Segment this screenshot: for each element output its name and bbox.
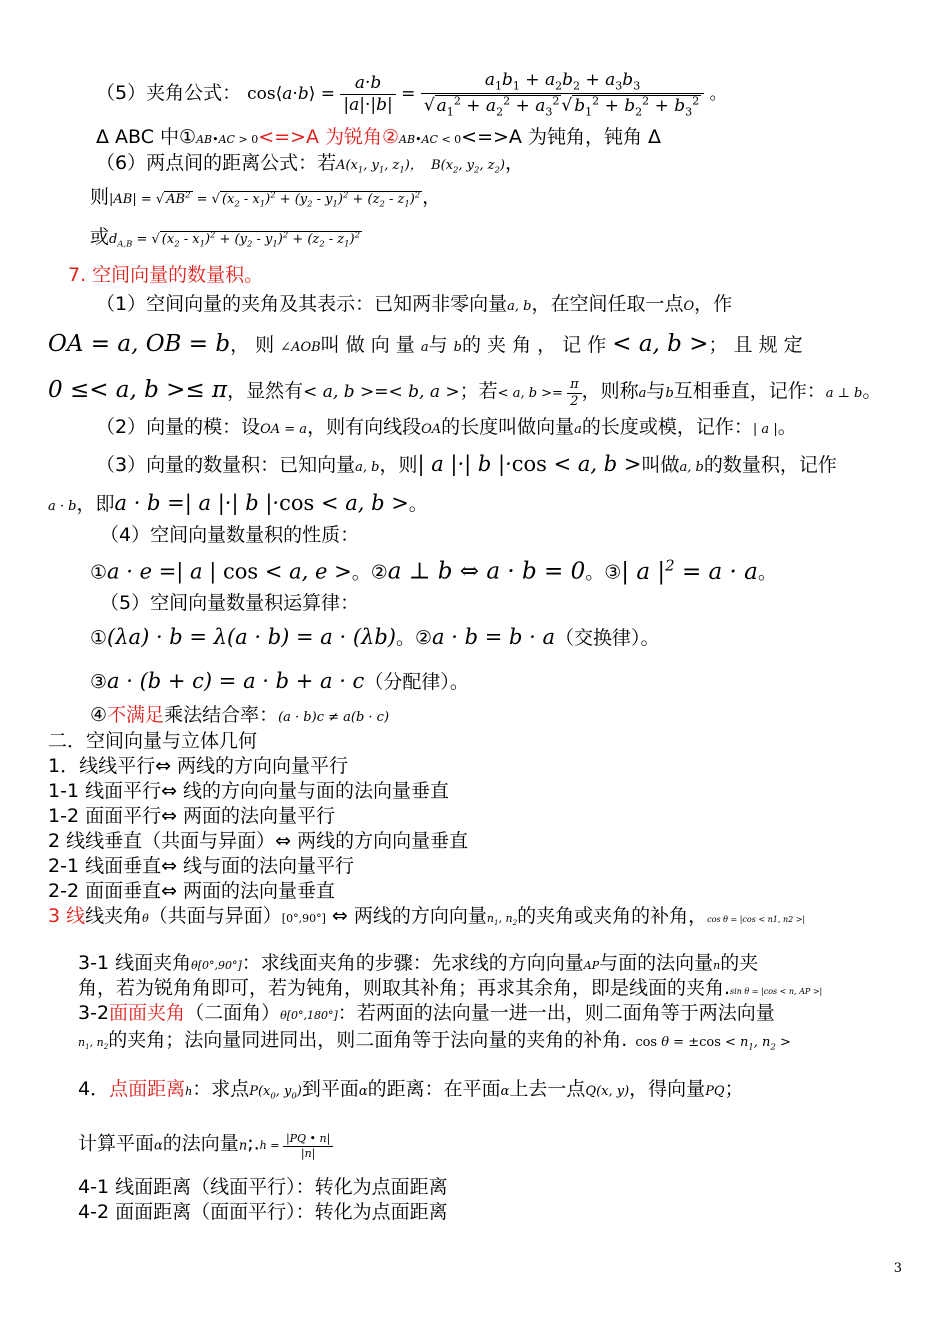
math-b: b [453, 340, 462, 355]
red-text-segment: 3 线 [48, 905, 86, 927]
rule-4-cont [78, 1132, 333, 1161]
rule-2-2 [48, 880, 335, 904]
math-h: h [185, 1085, 193, 1098]
text-segment: ，作 [694, 293, 733, 315]
vector-modulus-line: （2）向量的模：设OA = a，则有向线段OA的长度叫做向量a的长度或模，记作：| a |。 [96, 416, 797, 438]
math-angle-ab: < a, b > [612, 331, 709, 357]
math-prop-2: a ⊥ b ⇔ a · b = 0 [387, 558, 586, 585]
rule-3-1-cont [78, 977, 822, 1001]
math-ap: AP [583, 959, 600, 972]
math-o: O [683, 299, 695, 314]
text-segment: ：求点 [192, 1078, 250, 1100]
math-alpha: α [358, 1084, 368, 1099]
rule-3-2 [78, 1002, 775, 1026]
math-h-formula: h = $\frac{|PQ • n|}{|n|}$ [260, 1139, 334, 1152]
math-point-q: Q(x, y) [585, 1084, 630, 1099]
angle-formula-line [96, 70, 727, 119]
rule-4-1 [78, 1176, 448, 1200]
math-law-2: a · b = b · a [432, 625, 555, 649]
red-text-segment: 面面夹角 [109, 1002, 186, 1024]
text-segment: 角，若为锐角角即可，若为钝角，则取其补角；再求其余角，即是线面的夹角. [78, 977, 731, 999]
text-segment: ，则称 [581, 380, 639, 402]
text-segment: 2 线线垂直（共面与异面）⇔ 两线的方向向量垂直 [48, 830, 469, 852]
page-number: 3 [893, 1261, 902, 1276]
text-segment: （5）空间向量数量积运算律： [100, 592, 360, 614]
text-segment: （交换律）。 [554, 627, 660, 649]
math-a: a [638, 386, 647, 401]
text-segment: 3-2 [78, 1002, 110, 1024]
text-segment: ，则 [379, 454, 418, 476]
triangle-angle-line [96, 126, 661, 150]
math-a: a [574, 422, 582, 437]
text-segment: （分配律）。 [364, 671, 469, 693]
text-segment: （3）向量的数量积：已知向量 [96, 454, 356, 476]
math-law-1: (λa) · b = λ(a · b) = a · (λb) [107, 625, 396, 649]
properties-heading [100, 524, 359, 548]
text-segment: 乘法结合率： [164, 704, 279, 726]
distance-formula-d [90, 226, 362, 250]
text-segment: 则 [90, 186, 110, 208]
text-segment: ， 则 [230, 334, 275, 356]
text-segment: 1-2 面面平行⇔ 两面的法向量平行 [48, 805, 336, 827]
red-text-segment: 不满足 [107, 704, 165, 726]
text-segment: 的夹角或夹角的补角， [517, 905, 708, 927]
math-oa: OA [421, 422, 442, 437]
text-segment: 与 [646, 380, 666, 402]
rule-1-2 [48, 805, 335, 829]
angle-formula-math: cos⟨a·b⟩ = $\frac{a\cdot b}{|a|\cdot|b|}$ = $\frac{a_1b_1 + a_2b_2 + a_3b_3}{√ a_1^2 + a_2^2 + a_3^2 √ b_1^2 + b_2^2 + b_3^2}$ 。 [247, 70, 727, 119]
math-n: n [238, 1138, 248, 1154]
math-pq: PQ [705, 1084, 725, 1099]
math-sin: sin θ = |cos < n, AP >| [730, 987, 823, 996]
text-segment: ，得向量 [629, 1078, 706, 1100]
text-segment: （2）向量的模：设 [96, 416, 261, 438]
math-distance-d: $d_{A,B}$ = √ $(x_2 - x_1)^2 + (y_2 - y_1)^2 + (z_2 - z_1)^2$ [109, 229, 360, 249]
text-segment: 4． [78, 1078, 110, 1100]
text-segment: 叫做 [641, 454, 680, 476]
math-point-p: $P(x_0$, $y_0$) [249, 1084, 302, 1101]
math-right-angle: < a, b >= $\frac{\pi}{2}$ [498, 386, 582, 401]
text-segment: ；若 [459, 380, 498, 402]
math-theta-range: θ[0°,90°] [191, 959, 242, 972]
rule-4-2 [78, 1201, 448, 1225]
text-segment: ，在空间任取一点 [531, 293, 684, 315]
rule-3: 3 线线夹角θ（共面与异面）[0°,90°] ⇔ 两线的方向向量$n_1$, $n_2$的夹角或夹角的补角，cos θ = |cos < n1, n2 >| [48, 905, 806, 928]
text-segment: ； [724, 1078, 744, 1100]
text-segment: 上去一点 [509, 1078, 586, 1100]
math-law-3: a · (b + c) = a · b + a · c [107, 669, 365, 693]
math-cos-pm: $\cos \theta = \pm\cos < n_1$, $n_2$ > [635, 1035, 791, 1052]
rule-3-1 [78, 952, 758, 976]
math-n1-n2: $n_1$, $n_2$ [486, 912, 518, 928]
math-cos-abs: cos θ = |cos < n1, n2 >| [707, 915, 806, 924]
math-dot-product: | a |·| b |·cos < a, b > [417, 452, 642, 476]
text-segment: ：求线面夹角的步骤：先求线的方向向量 [241, 952, 584, 974]
text-segment: 的长度叫做向量 [441, 416, 575, 438]
section-2-title: 二．空间向量与立体几何 [48, 730, 258, 752]
rule-3-2-cont [78, 1029, 791, 1053]
text-segment: 的数量积，记作 [703, 454, 837, 476]
text-segment: （共面与异面） [148, 905, 282, 927]
math-abs-a: | a | [752, 422, 778, 437]
math-ab-ac-neg: AB•AC < 0 [399, 133, 462, 146]
text-segment: 计算平面 [78, 1132, 155, 1155]
text-segment: 互相垂直，记作： [673, 380, 826, 402]
text-segment: 到平面 [301, 1078, 359, 1100]
text-segment: 线夹角 [85, 905, 143, 927]
math-alpha: α [154, 1138, 163, 1154]
rule-2 [48, 830, 468, 854]
math-perp: a ⊥ b [825, 386, 863, 401]
text-segment: 4-2 面面距离（面面平行）：转化为点面距离 [78, 1201, 448, 1223]
text-segment: 的夹 [720, 952, 759, 974]
angle-formula-label: （5）夹角公式： [96, 82, 242, 105]
math-ab: a, b [507, 299, 532, 314]
text-segment: ④ [90, 704, 108, 726]
math-a-dot-b: a · b [48, 499, 77, 514]
math-n1-n2: $n_1$, $n_2$ [78, 1036, 109, 1052]
section-7-title: 7. 空间向量的数量积。 [68, 264, 264, 286]
text-segment: 的距离：在平面 [367, 1078, 501, 1100]
rule-2-1 [48, 855, 354, 879]
text-segment: 与 [428, 334, 448, 356]
section-7-heading [68, 264, 263, 288]
text-segment: 与面的法向量 [599, 952, 714, 974]
laws-line-1: ①(λa) · b = λ(a · b) = a · (λb)。②a · b = b · a（交换律）。 [90, 625, 660, 649]
text-segment: 2-1 线面垂直⇔ 线与面的法向量平行 [48, 855, 355, 877]
text-segment: 叫 做 向 量 [320, 334, 415, 356]
section-2-heading [48, 730, 257, 754]
rule-4 [78, 1078, 744, 1102]
math-a: a [420, 340, 429, 355]
math-b: b [665, 386, 674, 401]
math-angle-aob: ∠AOB [280, 340, 321, 355]
laws-line-3 [90, 704, 389, 728]
math-angle-symmetry: < a, b >=< b, a > [303, 382, 460, 402]
text-segment: ，则有向线段 [307, 416, 422, 438]
rule-1-1 [48, 780, 449, 804]
math-ab-ac-pos: AB•AC > 0 [196, 133, 259, 146]
math-angle-range: 0 ≤< a, b >≤ π [48, 377, 228, 403]
laws-line-2: ③a · (b + c) = a · b + a · c（分配律）。 [90, 669, 469, 693]
math-prop-3: | a $|^2 = a \cdot a$ [621, 556, 758, 585]
angle-definition-line [96, 293, 732, 317]
math-oa-eq-a: OA = a [260, 422, 308, 437]
math-dot-product-def: a · b =| a |·| b |·cos < a, b > [114, 491, 409, 515]
text-segment: 或 [90, 226, 110, 248]
red-text-segment: 点面距离 [109, 1078, 186, 1100]
text-segment: 2-2 面面垂直⇔ 两面的法向量垂直 [48, 880, 336, 902]
properties-line: ①a · e =| a | cos < a, e >。②a ⊥ b ⇔ a · b = 0。③| a $|^2 = a \cdot a$。 [90, 556, 777, 585]
angle-notation-line [48, 330, 803, 359]
text-segment: ：若两面的法向量一进一出，则二面角等于两法向量 [337, 1002, 775, 1024]
text-segment: ;. [247, 1132, 260, 1155]
text-segment: Δ ABC 中① [96, 126, 197, 148]
text-segment: 4-1 线面距离（线面平行）：转化为点面距离 [78, 1176, 448, 1198]
math-ab: a, b [355, 460, 380, 475]
text-segment: ，即 [76, 493, 115, 515]
text-segment: （4）空间向量数量积的性质： [100, 524, 360, 546]
text-segment: 1．线线平行⇔ 两线的方向向量平行 [48, 755, 349, 777]
laws-heading [100, 592, 359, 616]
math-oa-ob: OA = a, OB = b [48, 331, 231, 357]
text-segment: 的夹角；法向量同进同出，则二面角等于法向量的夹角的补角. [108, 1029, 628, 1051]
text-segment: 的法向量 [162, 1132, 239, 1155]
text-segment: （6）两点间的距离公式：若 [96, 152, 337, 174]
text-segment: 的 夹 角 ， 记 作 [462, 334, 607, 356]
math-ab: a, b [679, 460, 704, 475]
text-segment: <=>A 为钝角，钝角 Δ [461, 126, 662, 148]
math-prop-1: a · e =| a | cos < a, e > [107, 559, 352, 584]
text-segment: 两线的方向向量 [353, 905, 487, 927]
text-segment: ，显然有 [227, 380, 304, 402]
dot-product-line [96, 451, 837, 478]
text-segment: 3-1 线面夹角 [78, 952, 192, 974]
math-theta-range-180: θ[0°,180°] [280, 1009, 338, 1022]
text-segment: （二面角） [185, 1002, 281, 1024]
math-points: $A(x_1$, $y_1$, $z_1$)， $B(x_2$, $y_2$, $z_2$) [336, 158, 505, 175]
math-range-0-90: [0°,90°] [281, 912, 326, 925]
math-distance-ab: |AB| = √ $AB^2$ = √ $(x_2 - x_1)^2 + (y_2 - y_1)^2 + (z_2 - z_1)^2$ [109, 189, 421, 209]
text-segment: ； 且 规 定 [708, 334, 803, 356]
angle-range-line: 0 ≤< a, b >≤ π，显然有< a, b >=< b, a >；若< a, b >= $\frac{\pi}{2}$ ，则称a与b互相垂直，记作：a ⊥ b。 [48, 376, 882, 409]
math-alpha: α [500, 1084, 510, 1099]
red-text-segment: <=>A 为锐角② [258, 126, 400, 148]
rule-1 [48, 755, 348, 779]
distance-formula-line: （6）两点间的距离公式：若$A(x_1$, $y_1$, $z_1$)， $B(x_2$, $y_2$, $z_2$)， [96, 152, 524, 175]
dot-product-formula-line: a · b，即a · b =| a |·| b |·cos < a, b >。 [48, 491, 428, 515]
distance-formula-ab: 则|AB| = √ $AB^2$ = √ $(x_2 - x_1)^2 + (y_2 - y_1)^2 + (z_2 - z_1)^2$ ， [90, 186, 442, 209]
text-segment: 的长度或模，记作： [581, 416, 753, 438]
text-segment: 1-1 线面平行⇔ 线的方向向量与面的法向量垂直 [48, 780, 450, 802]
math-n: n [713, 959, 721, 972]
text-segment: （1）空间向量的夹角及其表示：已知两非零向量 [96, 293, 508, 315]
math-not-assoc: (a · b)c ≠ a(b · c) [278, 710, 390, 725]
math-theta: θ [142, 912, 149, 925]
